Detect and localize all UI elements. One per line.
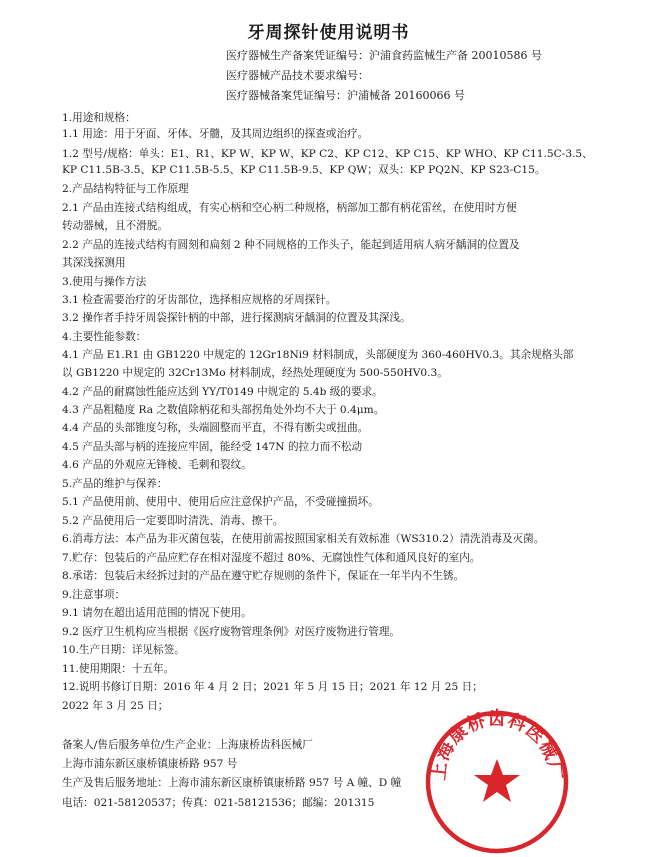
- section-6-disinfection: 6.消毒方法：本产品为非灭菌包装，在使用前需按照国家相关有效标准（WS310.2）清洗消毒及灭菌。: [62, 533, 545, 545]
- section-10-production-date: 10.生产日期：详见标签。: [62, 644, 185, 656]
- section-3-heading: 3.使用与操作方法: [62, 276, 147, 288]
- item-9-2: 9.2 医疗卫生机构应当根据《医疗废物管理条例》对医疗废物进行管理。: [62, 626, 401, 638]
- section-2-heading: 2.产品结构特征与工作原理: [62, 183, 189, 195]
- item-4-3: 4.3 产品粗糙度 Ra 之数值除柄花和头部拐角处外均不大于 0.4μm。: [62, 404, 385, 416]
- seal-star-icon: [474, 759, 520, 802]
- section-4-heading: 4.主要性能参数：: [62, 331, 147, 343]
- technical-requirement-number: 医疗器械产品技术要求编号：: [226, 69, 369, 82]
- item-2-1: 2.1 产品由连接式结构组成，有实心柄和空心柄二种规格，柄部加工都有柄花雷丝，在使用时方便: [62, 202, 517, 214]
- contact-numbers: 电话：021-58120537；传真：021-58121536；邮编：201315: [62, 797, 375, 809]
- section-1-heading: 1.用途和规格：: [62, 112, 136, 124]
- item-4-5: 4.5 产品头部与柄的连接应牢固，能经受 147N 的拉力而不松动: [62, 441, 363, 453]
- company-seal: [422, 707, 572, 857]
- item-4-1: 4.1 产品 E1.R1 由 GB1220 中规定的 12Gr18Ni9 材料制成，头部硬度为 360-460HV0.3。其余规格头部: [62, 349, 574, 361]
- section-5-heading: 5.产品的维护与保养：: [62, 478, 168, 490]
- section-12-revision-dates-cont: 2022 年 3 月 25 日；: [62, 700, 169, 712]
- registrant-line: 备案人/售后服务单位/生产企业：上海康桥齿科医械厂: [62, 739, 313, 751]
- item-2-2-cont: 其深浅探测用: [62, 257, 126, 269]
- item-3-2: 3.2 操作者手持牙周袋探针柄的中部，进行探测病牙龋洞的位置及其深浅。: [62, 312, 411, 324]
- seal-text: 上海康桥齿科医械厂: [428, 708, 566, 782]
- item-5-2: 5.2 产品使用后一定要即时清洗、消毒、擦干。: [62, 515, 284, 527]
- document-title: 牙周探针使用说明书: [247, 23, 410, 43]
- section-9-heading: 9.注意事项：: [62, 589, 126, 601]
- section-11-service-life: 11.使用期限：十五年。: [62, 663, 175, 675]
- production-filing-number: 医疗器械生产备案凭证编号：沪浦食药监械生产备 20010586 号: [226, 49, 542, 62]
- item-1-2: 1.2 型号/规格：单头：E1、R1、KP W、KP W、KP C2、KP C12、KP C15、KP WHO、KP C11.5C-3.5、: [62, 148, 593, 160]
- item-4-6: 4.6 产品的外观应无锋棱、毛刺和裂纹。: [62, 459, 252, 471]
- item-4-2: 4.2 产品的耐腐蚀性能应达到 YY/T0149 中规定的 5.4b 级的要求。: [62, 386, 383, 398]
- item-9-1: 9.1 请勿在超出适用范围的情况下使用。: [62, 607, 252, 619]
- item-2-2: 2.2 产品的连接式结构有圆刻和扁刻 2 种不同规格的工作头子，能起到适用病人病牙龋洞的位置及: [62, 239, 520, 251]
- section-8-commitment: 8.承诺：包装后未经拆过封的产品在遵守贮存规则的条件下，保证在一年半内不生锈。: [62, 570, 465, 582]
- section-7-storage: 7.贮存：包装后的产品应贮存在相对湿度不超过 80%、无腐蚀性气体和通风良好的室内。: [62, 552, 481, 564]
- item-5-1: 5.1 产品使用前、使用中、使用后应注意保护产品，不受碰撞损坏。: [62, 496, 379, 508]
- product-filing-number: 医疗器械备案凭证编号：沪浦械备 20160066 号: [226, 89, 465, 102]
- registrant-address: 上海市浦东新区康桥镇康桥路 957 号: [62, 758, 238, 770]
- section-12-revision-dates: 12.说明书修订日期：2016 年 4 月 2 日；2021 年 5 月 15 日；2021 年 12 月 25 日；: [62, 681, 483, 693]
- item-1-2-cont: KP C11.5B-3.5、KP C11.5B-5.5、KP C11.5B-9.5、KP QW；双头：KP PQ2N、KP S23-C15。: [62, 164, 546, 176]
- production-address: 生产及售后服务地址：上海市浦东新区康桥镇康桥路 957 号 A 幢、D 幢: [62, 777, 402, 789]
- item-2-1-cont: 转动器械，且不滑脱。: [62, 220, 168, 232]
- item-4-1-cont: 以 GB1220 中规定的 32Cr13Mo 材料制成，经热处理硬度为 500-550HV0.3。: [62, 367, 448, 379]
- item-4-4: 4.4 产品的头部锥度匀称，头端圆整而平直，不得有断尖或扭曲。: [62, 422, 369, 434]
- item-3-1: 3.1 检查需要治疗的牙齿部位，选择相应规格的牙周探针。: [62, 294, 337, 306]
- item-1-1: 1.1 用途：用于牙面、牙体、牙髓，及其周边组织的探查或治疗。: [62, 128, 369, 140]
